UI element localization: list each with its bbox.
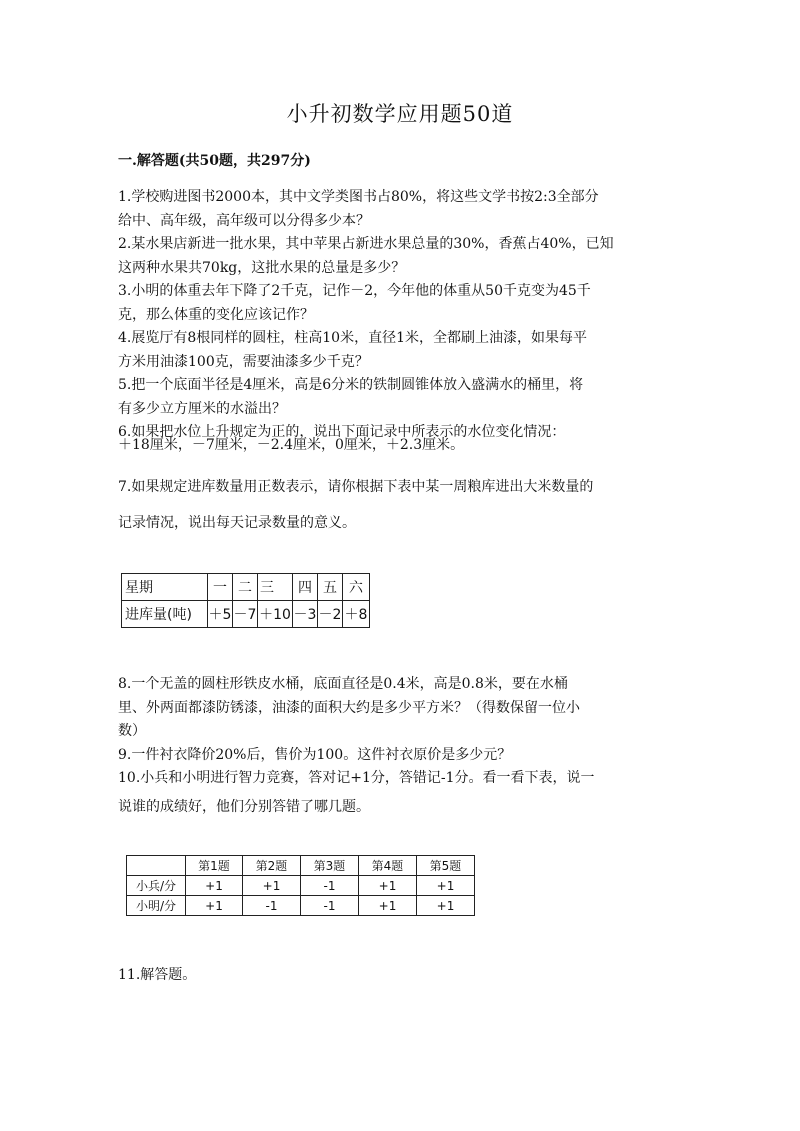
table-cell: +1 [243,876,301,896]
table-cell: -1 [243,896,301,916]
question-6-line-2: ＋18厘米，－7厘米，－2.4厘米，0厘米，＋2.3厘米。 [118,437,465,453]
table-cell: -1 [301,876,359,896]
table-cell: 一 [208,574,233,601]
table-cell: 第5题 [417,856,475,876]
table-cell: 二 [233,574,258,601]
table-cell: 六 [343,574,370,601]
table-cell: +1 [417,896,475,916]
question-block-1-6 [118,186,688,445]
question-5-line-2: 有多少立方厘米的水溢出？ [118,400,286,417]
question-7-line-1: 7.如果规定进库数量用正数表示，请你根据下表中某一周粮库进出大米数量的 [118,479,594,495]
question-10-cont [118,796,688,820]
question-3-line-1: 3.小明的体重去年下降了2千克，记作－2，今年他的体重从50千克变为45千 [118,283,591,299]
table-cell: ＋5 [208,601,233,628]
question-11-line-1: 11.解答题。 [118,967,197,983]
table-cell: －7 [233,601,258,628]
table-cell: +1 [417,876,475,896]
question-5-line-1: 5.把一个底面半径是4厘米，高是6分米的铁制圆锥体放入盛满水的桶里，将 [118,377,584,393]
table-cell: 四 [293,574,318,601]
table-cell [127,856,186,876]
question-10-line-2: 说谁的成绩好，他们分别答错了哪几题。 [118,799,370,815]
table-cell: +1 [186,876,243,896]
question-4-line-1: 4.展览厅有8根同样的圆柱，柱高10米，直径1米，全都刷上油漆，如果每平 [118,330,587,346]
table-cell: -1 [301,896,359,916]
table-cell: －2 [318,601,343,628]
question-1-line-2: 给中、高年级，高年级可以分得多少本？ [118,212,370,229]
table-cell: 五 [318,574,343,601]
table-cell: 小明/分 [127,896,186,916]
table-cell: 第4题 [359,856,417,876]
question-11 [118,964,688,988]
table-cell: ＋8 [343,601,370,628]
table-cell: 第3题 [301,856,359,876]
table-cell: ＋10 [258,601,293,628]
question-2-line-1: 2.某水果店新进一批水果，其中苹果占新进水果总量的30%，香蕉占40%，已知 [118,236,614,252]
table-row [122,574,370,601]
table-row [127,896,475,916]
question-7-cont [118,512,688,536]
question-1-line-1: 1.学校购进图书2000本，其中文学类图书占80%，将这些文学书按2:3全部分 [118,189,599,205]
table-cell: 三 [258,574,293,601]
table-cell: 星期 [122,574,208,601]
table-row [122,601,370,628]
question-7 [118,476,688,500]
score-table [126,855,475,916]
question-10-line-1: 10.小兵和小明进行智力竞赛，答对记+1分，答错记-1分。看一看下表，说一 [118,770,595,786]
question-block-8-10 [118,673,688,791]
question-8-line-1: 8.一个无盖的圆柱形铁皮水桶，底面直径是0.4米，高是0.8米，要在水桶 [118,676,568,692]
table-cell: 第2题 [243,856,301,876]
question-6-line-1: 6.如果把水位上升规定为正的，说出下面记录中所表示的水位变化情况： [118,424,566,440]
table-cell: －3 [293,601,318,628]
question-8-line-2: 里、外两面都漆防锈漆，油漆的面积大约是多少平方米？（得数保留一位小 [118,699,580,716]
question-9-line-1: 9.一件衬衣降价20%后，售价为100。这件衬衣原价是多少元？ [118,746,512,763]
question-8-line-3: 数） [118,723,146,739]
question-3-line-2: 克，那么体重的变化应该记作？ [118,306,314,323]
table-row [127,856,475,876]
table-cell: +1 [186,896,243,916]
table-cell: +1 [359,876,417,896]
table-cell: +1 [359,896,417,916]
question-4-line-2: 方米用油漆100克，需要油漆多少千克？ [118,353,369,370]
question-2-line-2: 这两种水果共70kg，这批水果的总量是多少？ [118,259,406,276]
table-cell: 小兵/分 [127,876,186,896]
page-title: 小升初数学应用题50道 [286,102,514,126]
table-cell: 进库量(吨) [122,601,208,628]
question-6-values [118,434,688,458]
question-7-line-2: 记录情况，说出每天记录数量的意义。 [118,515,356,531]
section-header: 一.解答题(共50题，共297分) [118,153,311,169]
table-row [127,876,475,896]
warehouse-table [121,573,370,628]
table-cell: 第1题 [186,856,243,876]
